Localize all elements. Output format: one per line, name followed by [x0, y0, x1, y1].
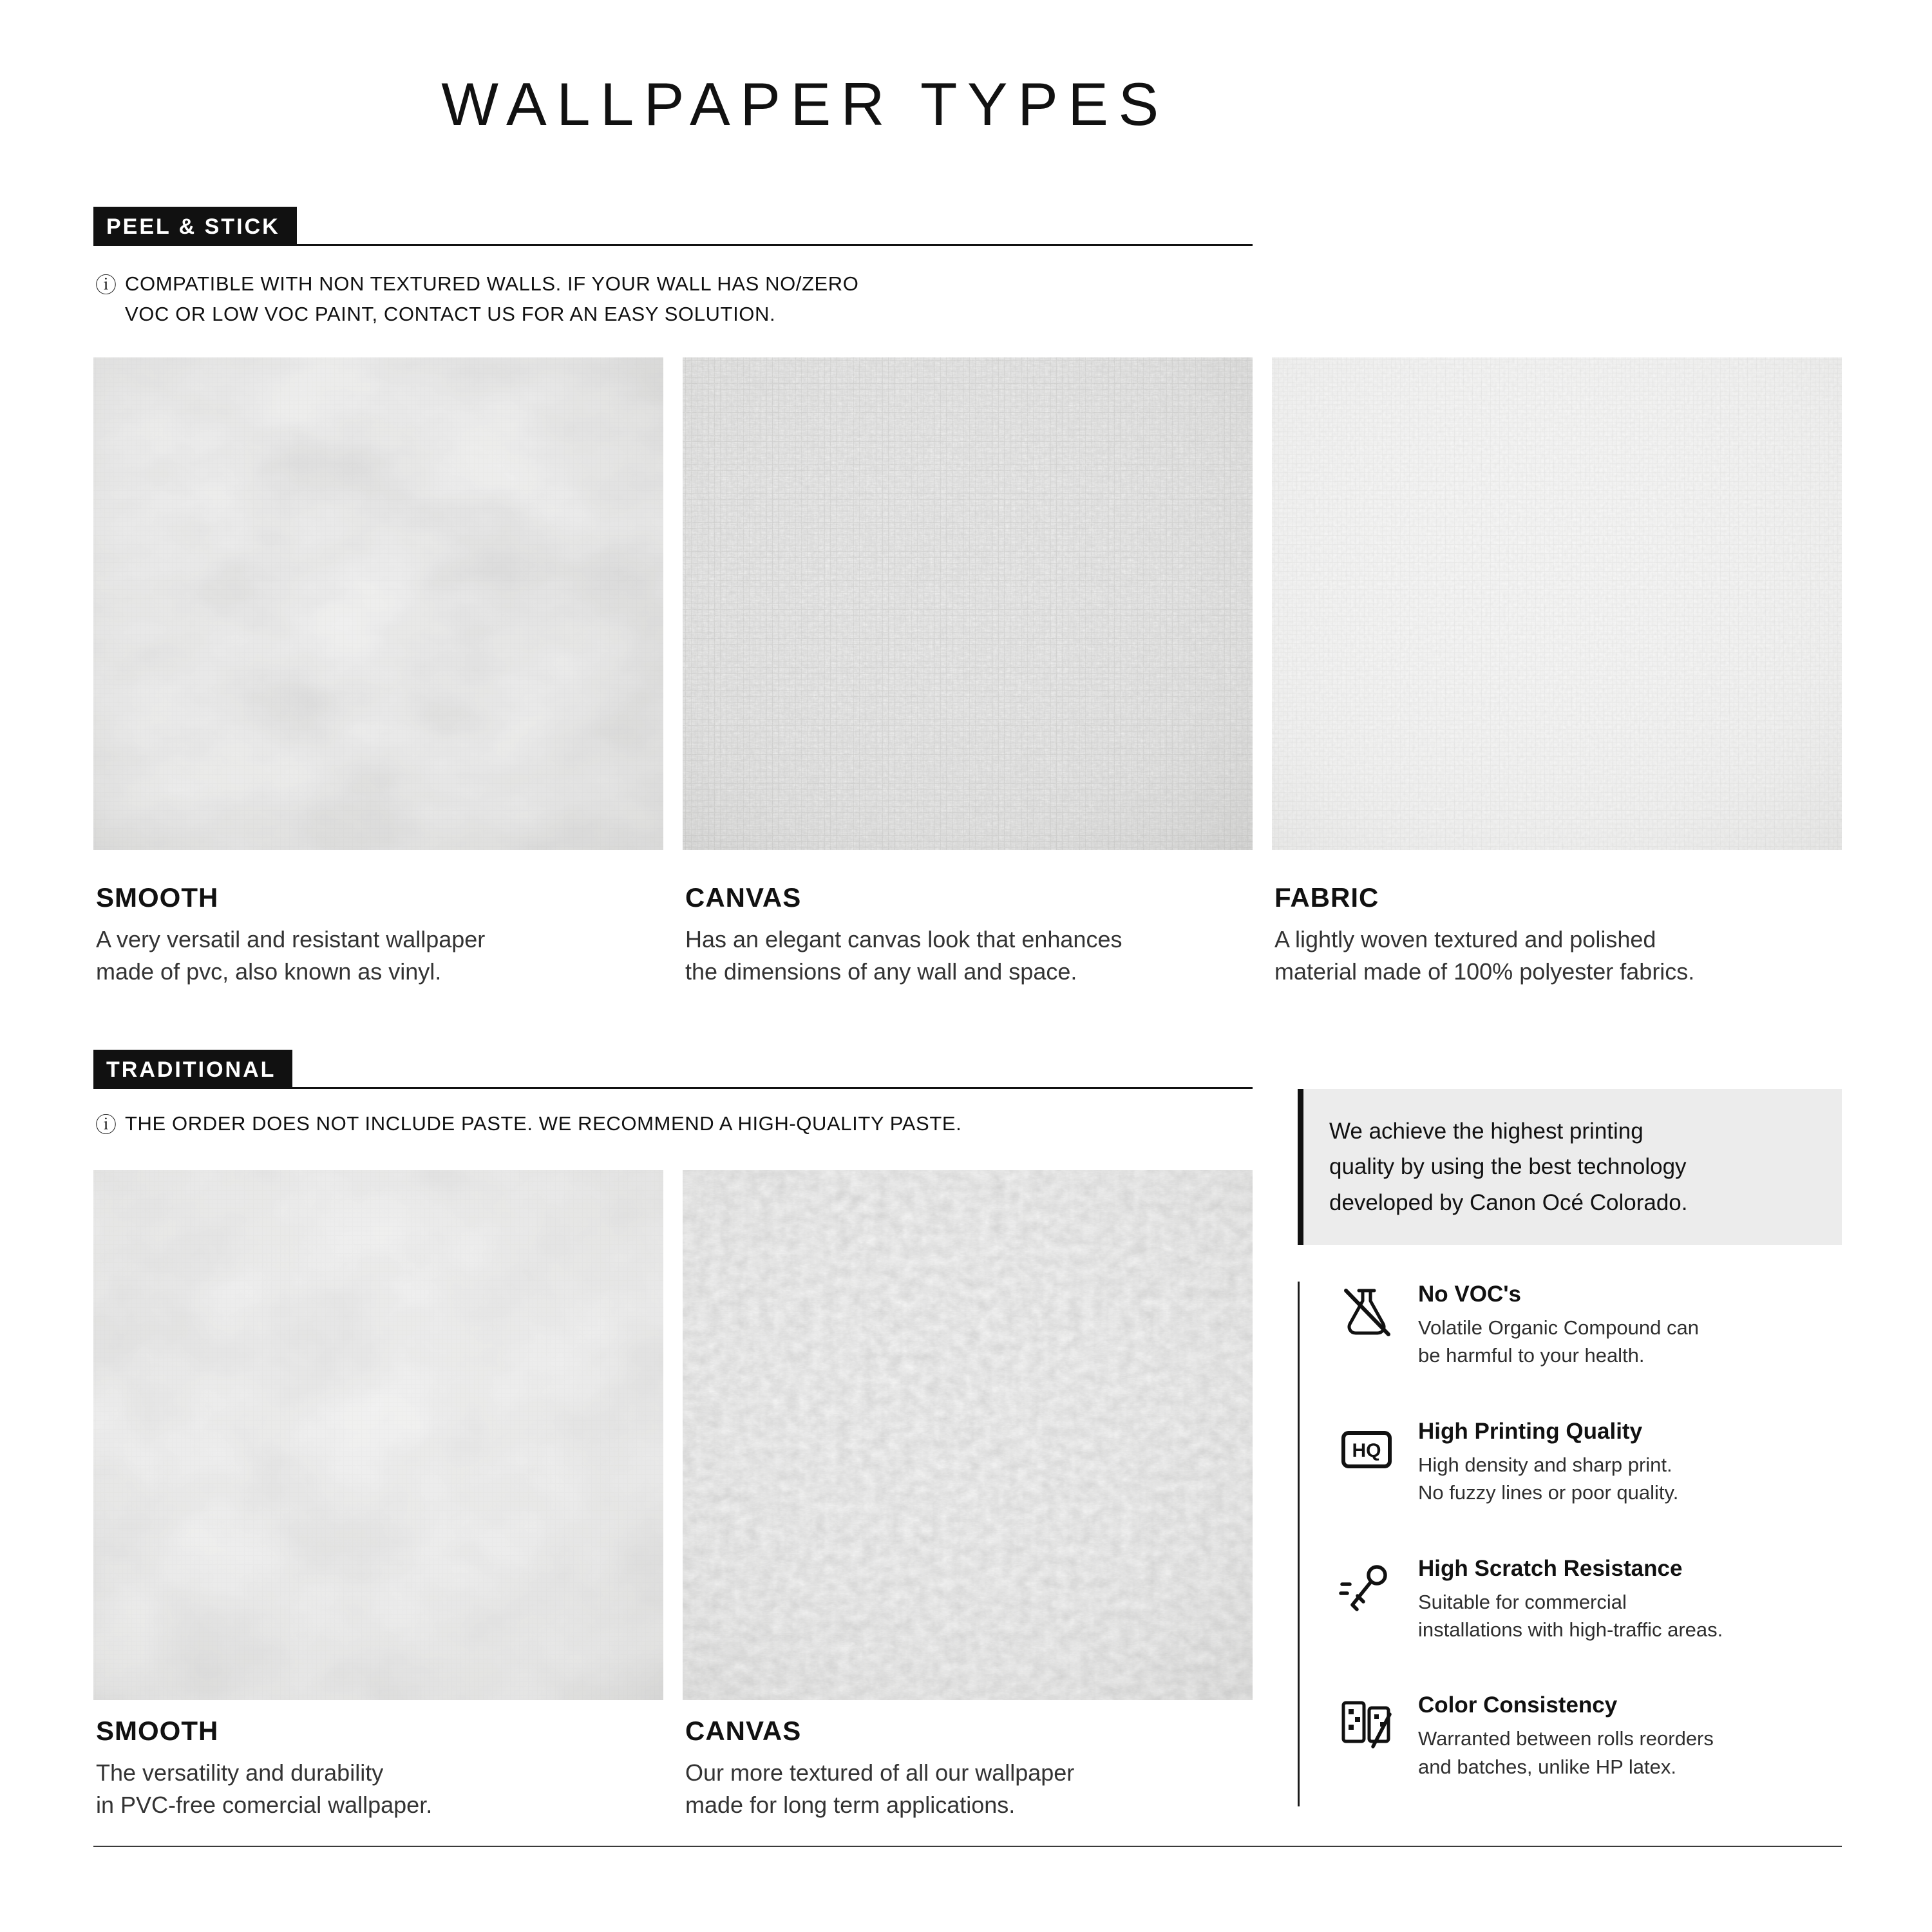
info-icon: ⓘ	[95, 1113, 117, 1137]
section-label-peel-stick: PEEL & STICK	[93, 207, 297, 246]
type-description: A very versatil and resistant wallpaper made of pvc, also known as vinyl.	[96, 926, 486, 985]
type-name: SMOOTH	[96, 1716, 219, 1746]
type-card-canvas-traditional	[683, 1170, 1253, 1821]
section-header-traditional	[93, 1050, 1253, 1089]
texture-sample-smooth-vinyl-image	[93, 357, 663, 850]
feature-title: No VOC's	[1418, 1282, 1522, 1307]
texture-sample-coarse-canvas-image	[683, 1170, 1253, 1700]
type-card-canvas	[683, 357, 1253, 987]
texture-sample-woven-fabric-image	[1272, 357, 1842, 850]
traditional-types-row	[93, 1170, 1253, 1821]
traditional-note	[95, 1109, 961, 1141]
section-divider-line	[297, 244, 1253, 246]
section-divider-line	[292, 1087, 1253, 1089]
svg-text:HQ: HQ	[1352, 1439, 1381, 1461]
type-card-smooth-traditional	[93, 1170, 663, 1821]
no-voc-icon	[1336, 1282, 1397, 1343]
type-name: SMOOTH	[96, 882, 219, 913]
type-card-fabric	[1272, 357, 1842, 987]
hq-icon	[1336, 1419, 1397, 1481]
feature-title: Color Consistency	[1418, 1692, 1618, 1718]
section-header-peel-stick	[93, 207, 1253, 246]
type-name: CANVAS	[685, 882, 802, 913]
type-description: A lightly woven textured and polished material made of 100% polyester fabrics.	[1274, 926, 1695, 985]
quality-features-list	[1298, 1282, 1842, 1806]
type-name: CANVAS	[685, 1716, 802, 1746]
type-card-smooth	[93, 357, 663, 987]
color-swatches-icon	[1336, 1692, 1397, 1754]
feature-color-consistency	[1336, 1692, 1842, 1781]
feature-description: Warranted between rolls reorders and batches, unlike HP latex.	[1418, 1727, 1714, 1778]
page-title: WALLPAPER TYPES	[441, 70, 1169, 138]
feature-description: High density and sharp print. No fuzzy lines or poor quality.	[1418, 1453, 1679, 1504]
info-icon: ⓘ	[95, 273, 117, 297]
feature-title: High Printing Quality	[1418, 1418, 1643, 1444]
texture-sample-smooth-paper-image	[93, 1170, 663, 1700]
peel-stick-note-text: COMPATIBLE WITH NON TEXTURED WALLS. IF YOUR WALL HAS NO/ZERO VOC OR LOW VOC PAINT, CONTACT US FOR AN EASY SOLUTION.	[125, 272, 859, 325]
feature-description: Volatile Organic Compound can be harmful to your health.	[1418, 1316, 1699, 1367]
feature-high-printing-quality	[1336, 1419, 1842, 1507]
section-label-traditional: TRADITIONAL	[93, 1050, 292, 1089]
traditional-note-text: THE ORDER DOES NOT INCLUDE PASTE. WE RECOMMEND A HIGH-QUALITY PASTE.	[125, 1112, 962, 1135]
peel-stick-types-row	[93, 357, 1842, 987]
printing-quality-quote: We achieve the highest printing quality by using the best technology developed by Canon Océ Colorado.	[1298, 1089, 1842, 1245]
feature-description: Suitable for commercial installations with high-traffic areas.	[1418, 1590, 1723, 1641]
feature-no-voc	[1336, 1282, 1842, 1370]
type-description: The versatility and durability in PVC-free comercial wallpaper.	[96, 1759, 433, 1818]
peel-stick-note	[95, 269, 859, 329]
bottom-divider-line	[93, 1846, 1842, 1847]
type-description: Our more textured of all our wallpaper made for long term applications.	[685, 1759, 1075, 1818]
feature-high-scratch-resistance	[1336, 1556, 1842, 1644]
key-scratch-icon	[1336, 1556, 1397, 1618]
texture-sample-fine-canvas-image	[683, 357, 1253, 850]
type-name: FABRIC	[1274, 882, 1379, 913]
feature-title: High Scratch Resistance	[1418, 1555, 1683, 1581]
type-description: Has an elegant canvas look that enhances the dimensions of any wall and space.	[685, 926, 1122, 985]
